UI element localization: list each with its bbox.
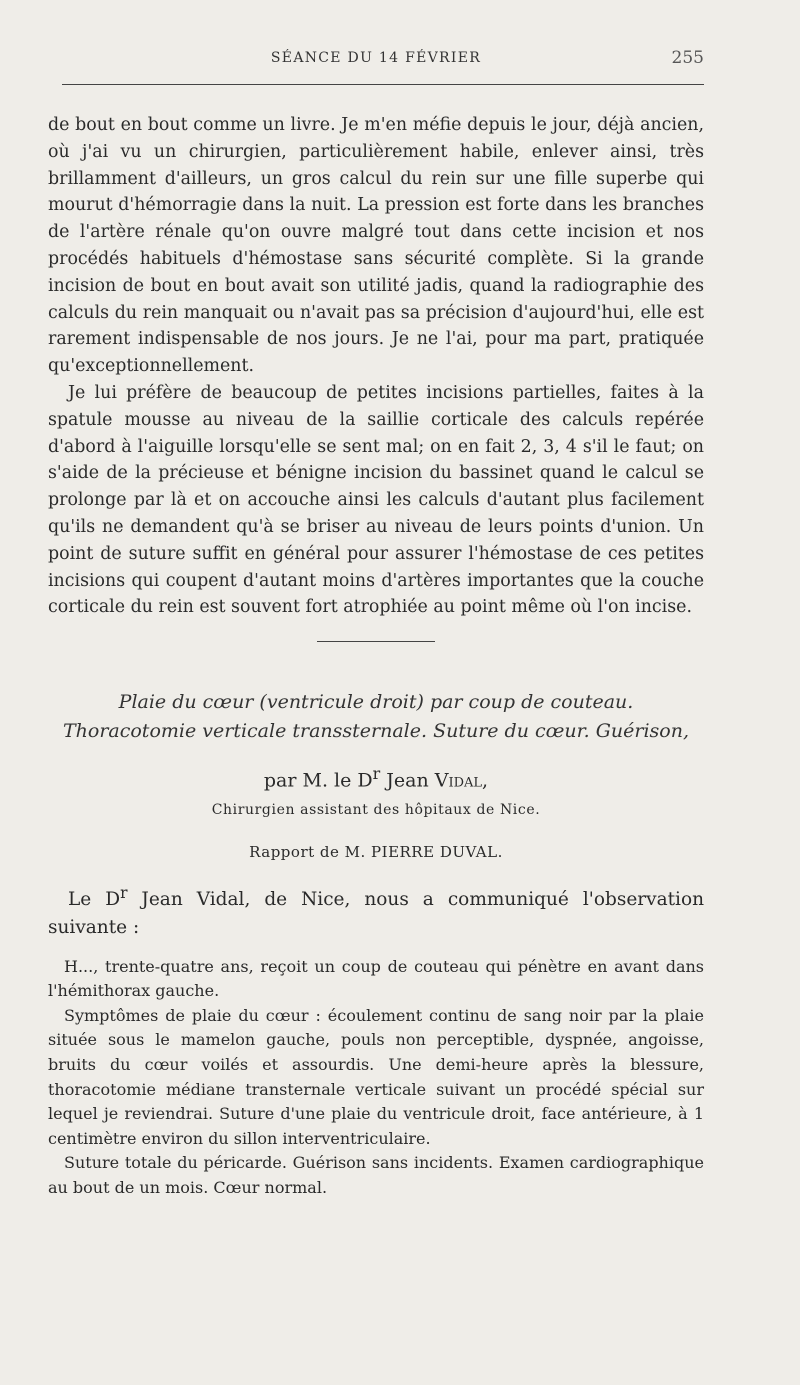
header-rule	[62, 84, 704, 85]
author-line	[48, 760, 704, 794]
running-head	[48, 38, 704, 78]
continued-text	[48, 112, 704, 621]
book-page	[48, 38, 704, 1201]
running-title: SÉANCE DU 14 FÉVRIER	[270, 50, 482, 66]
author-suffix: ,	[482, 769, 489, 792]
observation-text	[48, 955, 704, 1201]
intro-paragraph	[48, 880, 704, 940]
author-prefix: par M. le D	[263, 769, 373, 792]
intro-text	[48, 880, 704, 940]
author-surname: Vidal	[434, 769, 483, 792]
paragraph: Je lui préfère de beaucoup de petites incisions partielles, faites à la spatule mousse au niveau de la saillie corticale des calculs repérée d'abord à l'aiguille lorsqu'elle se sent mal; on en fait 2, 3, 4 s'il le faut; on s'aide de la précieuse et bénigne incision du bassinet quand le calcul se prolonge par là et on accouche ainsi les calculs d'autant plus facilement qu'ils ne demandent qu'à se briser au niveau de leurs points d'union. Un point de suture suffit en général pour assurer l'hémostase de ces petites incisions qui coupent d'autant moins d'artères importantes que la couche corticale du rein est souvent fort atrophiée au point même où l'on incise.	[48, 382, 704, 618]
observation-paragraph: H..., trente-quatre ans, reçoit un coup de couteau qui pénètre en avant dans l'hémithorax gauche.	[48, 956, 704, 1001]
section-divider	[317, 641, 435, 642]
intro-sup: r	[120, 884, 128, 903]
observation-paragraph: Symptômes de plaie du cœur : écoulement continu de sang noir par la plaie située sous le mamelon gauche, pouls non perceptible, dyspnée, angoisse, bruits du cœur voilés et assourdis. Une demi-heure après la blessure, thoracotomie médiane transternale verticale suivant un procédé spécial sur lequel je reviendrai. Suture d'une plaie du ventricule droit, face antérieure, à 1 centimètre environ du sillon interventriculaire.	[48, 1005, 704, 1148]
author-affiliation: Chirurgien assistant des hôpitaux de Nice.	[211, 802, 541, 819]
page-number: 255	[671, 48, 704, 68]
article-title-line: Plaie du cœur (ventricule droit) par coup de couteau.	[118, 691, 634, 714]
paragraph: de bout en bout comme un livre. Je m'en méfie depuis le jour, déjà ancien, où j'ai vu un chirurgien, particulièrement habile, enlever ainsi, très brillamment d'ailleurs, un gros calcul du rein sur une fille superbe qui mourut d'hémorragie dans la nuit. La pression est forte dans les branches de l'artère rénale qu'on ouvre malgré tout dans cette incision et nos procédés habituels d'hémostase sans sécurité complète. Si la grande incision de bout en bout avait son utilité jadis, quand la radiographie des calculs du rein manquait ou n'avait pas sa précision d'aujourd'hui, elle est rarement indispensable de nos jours. Je ne l'ai, pour ma part, pratiquée qu'exceptionnellement.	[48, 115, 704, 377]
observation-paragraph: Suture totale du péricarde. Guérison sans incidents. Examen cardiographique au bout de un mois. Cœur normal.	[48, 1153, 704, 1197]
intro-rest: Jean Vidal, de Nice, nous a communiqué l'observation suivante :	[48, 889, 704, 938]
author-first-name: Jean	[380, 769, 435, 792]
article-title-line: Thoracotomie verticale transsternale. Suture du cœur. Guérison,	[62, 720, 690, 743]
article-title	[48, 688, 704, 746]
report-line: Rapport de M. PIERRE DUVAL.	[249, 843, 503, 862]
author-sup: r	[372, 764, 381, 784]
intro-prefix: Le D	[68, 889, 121, 911]
